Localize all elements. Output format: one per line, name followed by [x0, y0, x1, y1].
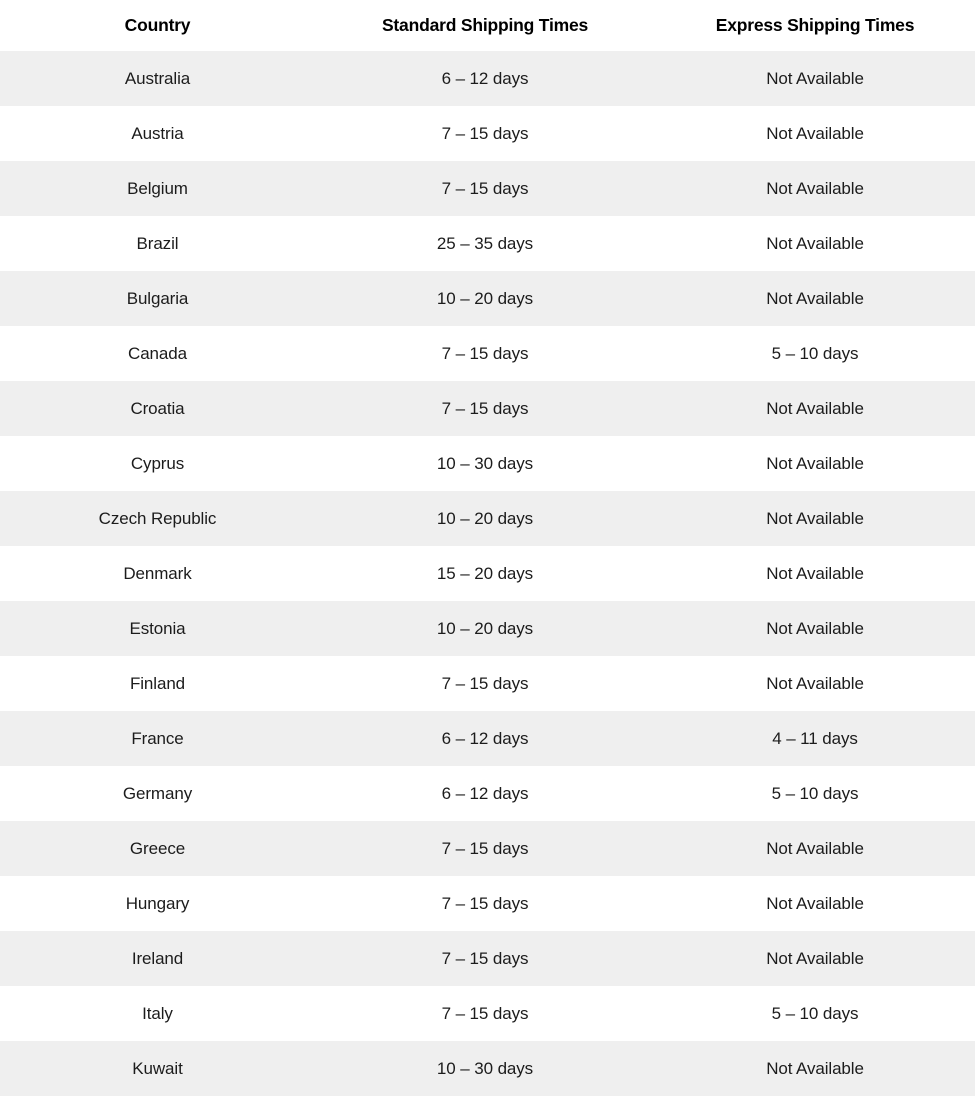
- standard-shipping-cell: 7 – 15 days: [315, 381, 655, 436]
- express-shipping-cell: 5 – 10 days: [655, 986, 975, 1041]
- country-cell: Hungary: [0, 876, 315, 931]
- table-row: [0, 656, 975, 711]
- standard-shipping-cell: 7 – 15 days: [315, 931, 655, 986]
- standard-shipping-cell: 7 – 15 days: [315, 656, 655, 711]
- table-row: [0, 436, 975, 491]
- column-header-country: Country: [0, 0, 315, 51]
- table-row: [0, 931, 975, 986]
- table-row: [0, 766, 975, 821]
- standard-shipping-cell: 10 – 30 days: [315, 1041, 655, 1096]
- table-row: [0, 106, 975, 161]
- table-row: [0, 216, 975, 271]
- express-shipping-cell: Not Available: [655, 876, 975, 931]
- standard-shipping-cell: 6 – 12 days: [315, 766, 655, 821]
- table-row: [0, 326, 975, 381]
- express-shipping-cell: Not Available: [655, 161, 975, 216]
- country-cell: Denmark: [0, 546, 315, 601]
- country-cell: Ireland: [0, 931, 315, 986]
- table-header: [0, 0, 975, 51]
- column-header-standard: Standard Shipping Times: [315, 0, 655, 51]
- table-row: [0, 601, 975, 656]
- standard-shipping-cell: 7 – 15 days: [315, 161, 655, 216]
- country-cell: Finland: [0, 656, 315, 711]
- header-row: [0, 0, 975, 51]
- express-shipping-cell: Not Available: [655, 491, 975, 546]
- country-cell: Cyprus: [0, 436, 315, 491]
- standard-shipping-cell: 10 – 20 days: [315, 601, 655, 656]
- standard-shipping-cell: 10 – 20 days: [315, 271, 655, 326]
- table-row: [0, 711, 975, 766]
- column-header-express: Express Shipping Times: [655, 0, 975, 51]
- express-shipping-cell: Not Available: [655, 381, 975, 436]
- table-body: [0, 51, 975, 1096]
- country-cell: Bulgaria: [0, 271, 315, 326]
- country-cell: Austria: [0, 106, 315, 161]
- standard-shipping-cell: 7 – 15 days: [315, 821, 655, 876]
- country-cell: Greece: [0, 821, 315, 876]
- express-shipping-cell: Not Available: [655, 436, 975, 491]
- country-cell: Belgium: [0, 161, 315, 216]
- express-shipping-cell: Not Available: [655, 656, 975, 711]
- country-cell: Croatia: [0, 381, 315, 436]
- country-cell: Kuwait: [0, 1041, 315, 1096]
- express-shipping-cell: Not Available: [655, 931, 975, 986]
- express-shipping-cell: Not Available: [655, 106, 975, 161]
- country-cell: France: [0, 711, 315, 766]
- standard-shipping-cell: 7 – 15 days: [315, 986, 655, 1041]
- standard-shipping-cell: 6 – 12 days: [315, 51, 655, 106]
- express-shipping-cell: Not Available: [655, 271, 975, 326]
- standard-shipping-cell: 15 – 20 days: [315, 546, 655, 601]
- country-cell: Estonia: [0, 601, 315, 656]
- country-cell: Italy: [0, 986, 315, 1041]
- table-row: [0, 876, 975, 931]
- standard-shipping-cell: 7 – 15 days: [315, 326, 655, 381]
- country-cell: Germany: [0, 766, 315, 821]
- table-row: [0, 1041, 975, 1096]
- table-row: [0, 986, 975, 1041]
- express-shipping-cell: 5 – 10 days: [655, 326, 975, 381]
- table-row: [0, 381, 975, 436]
- express-shipping-cell: Not Available: [655, 1041, 975, 1096]
- standard-shipping-cell: 10 – 20 days: [315, 491, 655, 546]
- country-cell: Brazil: [0, 216, 315, 271]
- express-shipping-cell: 4 – 11 days: [655, 711, 975, 766]
- table-row: [0, 51, 975, 106]
- standard-shipping-cell: 6 – 12 days: [315, 711, 655, 766]
- express-shipping-cell: Not Available: [655, 216, 975, 271]
- table-row: [0, 491, 975, 546]
- table-row: [0, 546, 975, 601]
- express-shipping-cell: Not Available: [655, 546, 975, 601]
- country-cell: Canada: [0, 326, 315, 381]
- express-shipping-cell: Not Available: [655, 601, 975, 656]
- table-row: [0, 271, 975, 326]
- express-shipping-cell: Not Available: [655, 821, 975, 876]
- table-row: [0, 821, 975, 876]
- standard-shipping-cell: 7 – 15 days: [315, 876, 655, 931]
- country-cell: Czech Republic: [0, 491, 315, 546]
- express-shipping-cell: Not Available: [655, 51, 975, 106]
- country-cell: Australia: [0, 51, 315, 106]
- standard-shipping-cell: 7 – 15 days: [315, 106, 655, 161]
- table-row: [0, 161, 975, 216]
- standard-shipping-cell: 10 – 30 days: [315, 436, 655, 491]
- express-shipping-cell: 5 – 10 days: [655, 766, 975, 821]
- standard-shipping-cell: 25 – 35 days: [315, 216, 655, 271]
